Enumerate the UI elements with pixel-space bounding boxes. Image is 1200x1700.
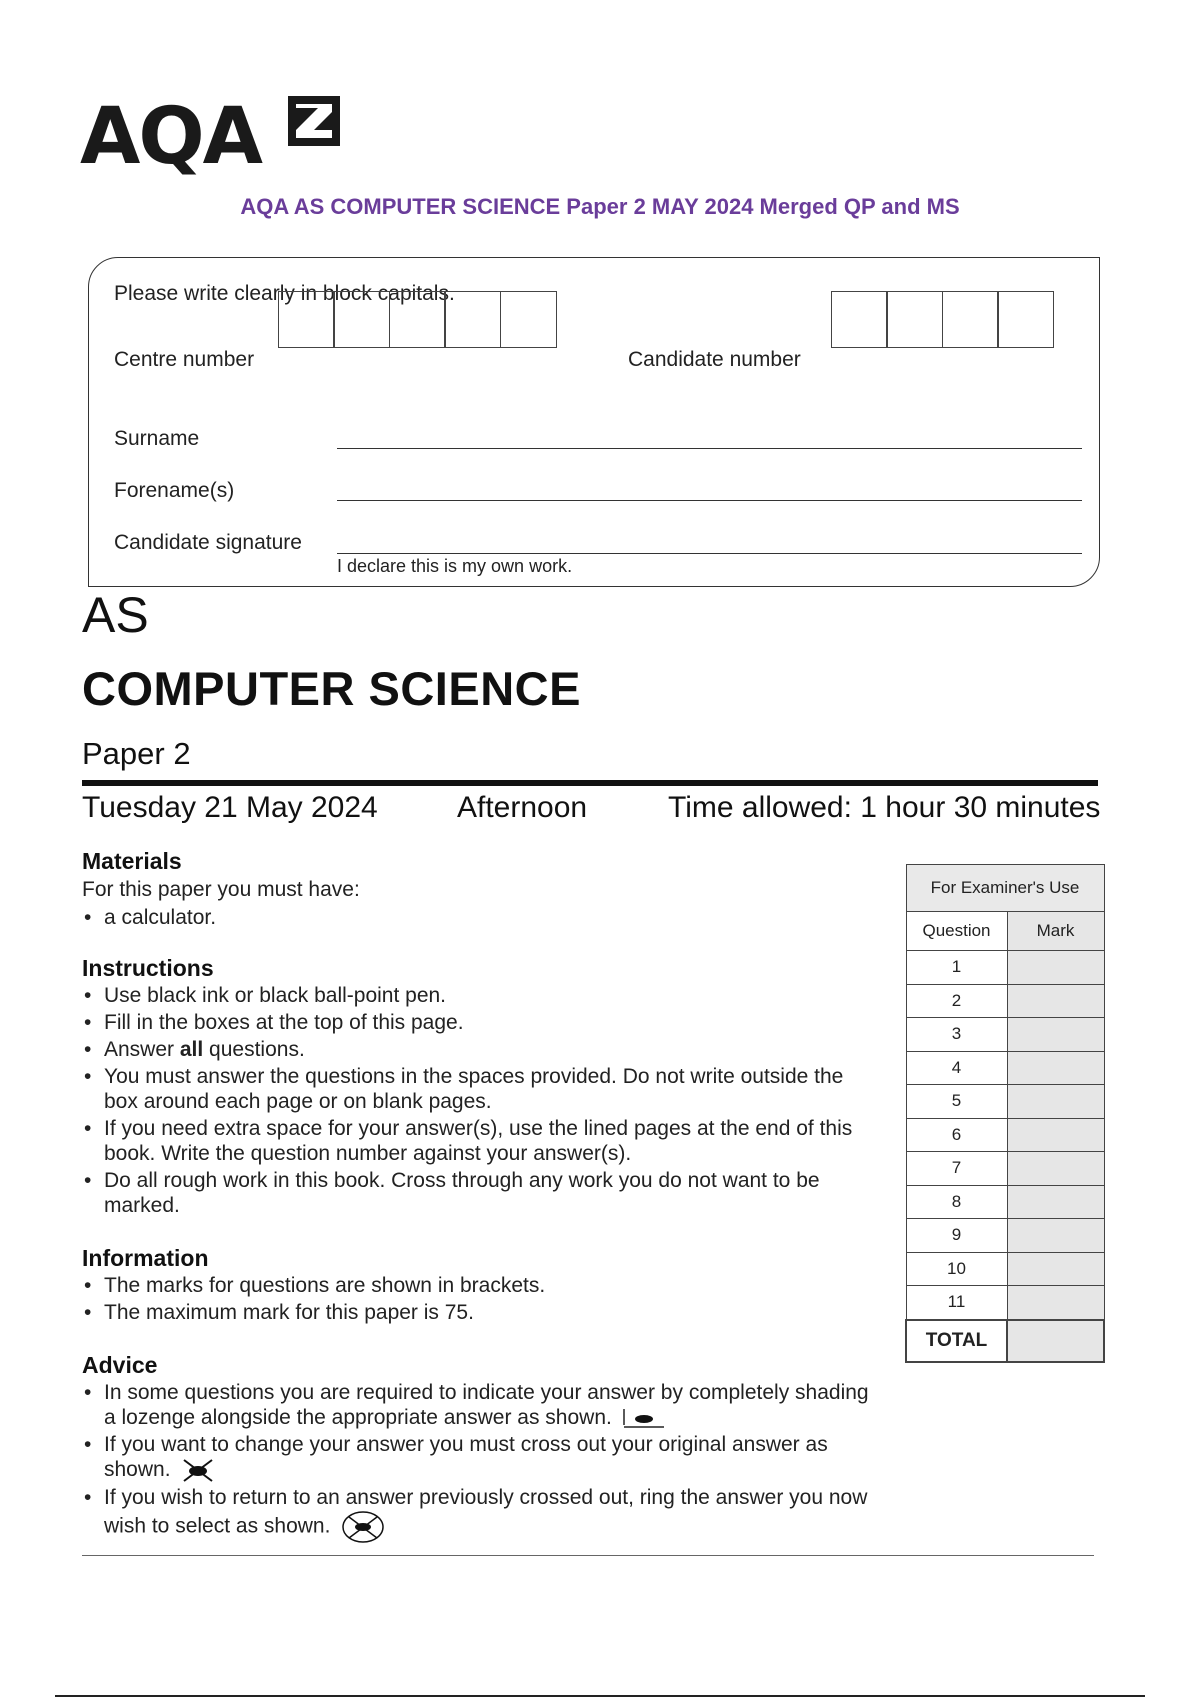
title-divider: [82, 780, 1098, 786]
centre-digit-box[interactable]: [278, 291, 335, 348]
materials-section: [82, 848, 872, 932]
centre-number-label: Centre number: [114, 348, 255, 371]
list-item: • If you need extra space for your answer(s), use the lined pages at the end of this book. Write the question number against your answer(s).: [82, 1116, 872, 1166]
signature-field[interactable]: [337, 553, 1082, 554]
materials-heading: Materials: [82, 848, 182, 874]
answer-prefix: Answer: [104, 1038, 180, 1061]
mark-cell: [1007, 1051, 1104, 1085]
exam-session: Afternoon: [457, 791, 588, 824]
table-row: [906, 1085, 1104, 1119]
forenames-label: Forename(s): [114, 479, 235, 502]
list-item: • You must answer the questions in the spaces provided. Do not write outside the box around each page or on blank pages.: [82, 1064, 872, 1114]
centre-digit-box[interactable]: [389, 291, 446, 348]
declaration-text: I declare this is my own work.: [337, 556, 573, 576]
list-item: • The maximum mark for this paper is 75.: [82, 1300, 872, 1325]
section-divider: [82, 1555, 1094, 1556]
advice-section: [82, 1352, 882, 1546]
mark-cell: [1007, 984, 1104, 1018]
total-row: [906, 1320, 1104, 1362]
mark-cell: [1007, 1252, 1104, 1286]
mark-cell: [1007, 951, 1104, 985]
question-column-header: Question: [906, 912, 1007, 951]
question-number: 6: [906, 1118, 1007, 1152]
examiners-use-table: [905, 864, 1105, 1363]
table-row: [906, 984, 1104, 1018]
advice-text: If you wish to return to an answer previously crossed out, ring the answer you now wish to select as shown.: [104, 1486, 868, 1538]
merged-title: AQA AS COMPUTER SCIENCE Paper 2 MAY 2024 Merged QP and MS: [240, 194, 960, 219]
question-number: 10: [906, 1252, 1007, 1286]
advice-text: If you want to change your answer you must cross out your original answer as shown.: [104, 1433, 828, 1481]
answer-all-emphasis: all: [179, 1038, 204, 1061]
question-number: 8: [906, 1185, 1007, 1219]
question-number: 3: [906, 1018, 1007, 1052]
question-number: 4: [906, 1051, 1007, 1085]
list-item: [82, 1485, 882, 1544]
total-label: TOTAL: [906, 1320, 1007, 1362]
mark-cell: [1007, 1152, 1104, 1186]
mark-cell: [1007, 1185, 1104, 1219]
information-heading: Information: [82, 1245, 209, 1271]
exam-date: Tuesday 21 May 2024: [82, 791, 378, 824]
signature-label: Candidate signature: [114, 531, 302, 554]
mark-cell: [1007, 1219, 1104, 1253]
shaded-lozenge-icon: [622, 1407, 666, 1429]
paper-title: Paper 2: [82, 736, 191, 771]
table-row: [906, 1286, 1104, 1320]
question-number: 11: [906, 1286, 1007, 1320]
question-number: 1: [906, 951, 1007, 985]
mark-cell: [1007, 1118, 1104, 1152]
mark-column-header: Mark: [1007, 912, 1104, 951]
candidate-digit-box[interactable]: [942, 291, 999, 348]
aqa-logo-mark-icon: [284, 90, 344, 150]
list-item: • Use black ink or black ball-point pen.: [82, 983, 872, 1008]
forenames-field[interactable]: [337, 500, 1082, 501]
mark-cell: [1007, 1085, 1104, 1119]
list-item: • Fill in the boxes at the top of this page.: [82, 1010, 872, 1035]
list-item: [82, 1037, 872, 1062]
centre-digit-box[interactable]: [333, 291, 390, 348]
question-number: 5: [906, 1085, 1007, 1119]
materials-intro: For this paper you must have:: [82, 878, 360, 901]
block-capitals-instruction: Please write clearly in block capitals.: [114, 282, 455, 305]
table-row: [906, 1051, 1104, 1085]
candidate-digit-box[interactable]: [886, 291, 943, 348]
candidate-number-boxes[interactable]: [832, 291, 1054, 348]
question-number: 2: [906, 984, 1007, 1018]
centre-digit-box[interactable]: [500, 291, 557, 348]
candidate-digit-box[interactable]: [997, 291, 1054, 348]
table-row: [906, 951, 1104, 985]
list-item: • The marks for questions are shown in brackets.: [82, 1273, 872, 1298]
advice-heading: Advice: [82, 1352, 158, 1378]
candidate-digit-box[interactable]: [831, 291, 888, 348]
centre-digit-box[interactable]: [444, 291, 501, 348]
question-number: 9: [906, 1219, 1007, 1253]
ringed-lozenge-icon: [340, 1510, 386, 1544]
table-row: [906, 1219, 1104, 1253]
instructions-section: [82, 955, 872, 1220]
list-item: • a calculator.: [82, 905, 872, 930]
centre-number-boxes[interactable]: [279, 291, 557, 348]
information-section: [82, 1245, 872, 1327]
total-mark-cell: [1007, 1320, 1104, 1362]
time-allowed: Time allowed: 1 hour 30 minutes: [668, 791, 1101, 824]
list-item: [82, 1380, 882, 1430]
examiners-use-heading: For Examiner's Use: [906, 865, 1104, 912]
aqa-logo: AQA: [80, 92, 262, 182]
table-row: [906, 1118, 1104, 1152]
table-row: [906, 1252, 1104, 1286]
mark-cell: [1007, 1286, 1104, 1320]
question-number: 7: [906, 1152, 1007, 1186]
list-item: [82, 1432, 882, 1483]
surname-field[interactable]: [337, 448, 1082, 449]
qualification-level: AS: [82, 587, 149, 643]
list-item: • Do all rough work in this book. Cross through any work you do not want to be marked.: [82, 1168, 872, 1218]
subject-title: COMPUTER SCIENCE: [82, 662, 581, 715]
page-bottom-rule: [55, 1695, 1145, 1697]
table-row: [906, 1185, 1104, 1219]
surname-label: Surname: [114, 427, 200, 450]
table-row: [906, 1018, 1104, 1052]
mark-cell: [1007, 1018, 1104, 1052]
advice-text: In some questions you are required to indicate your answer by completely shading a lozenge alongside the appropriate answer as shown.: [104, 1381, 869, 1429]
answer-suffix: questions.: [203, 1038, 305, 1061]
table-row: [906, 1152, 1104, 1186]
crossed-lozenge-icon: [180, 1457, 216, 1483]
candidate-number-label: Candidate number: [628, 348, 801, 371]
instructions-heading: Instructions: [82, 955, 214, 981]
